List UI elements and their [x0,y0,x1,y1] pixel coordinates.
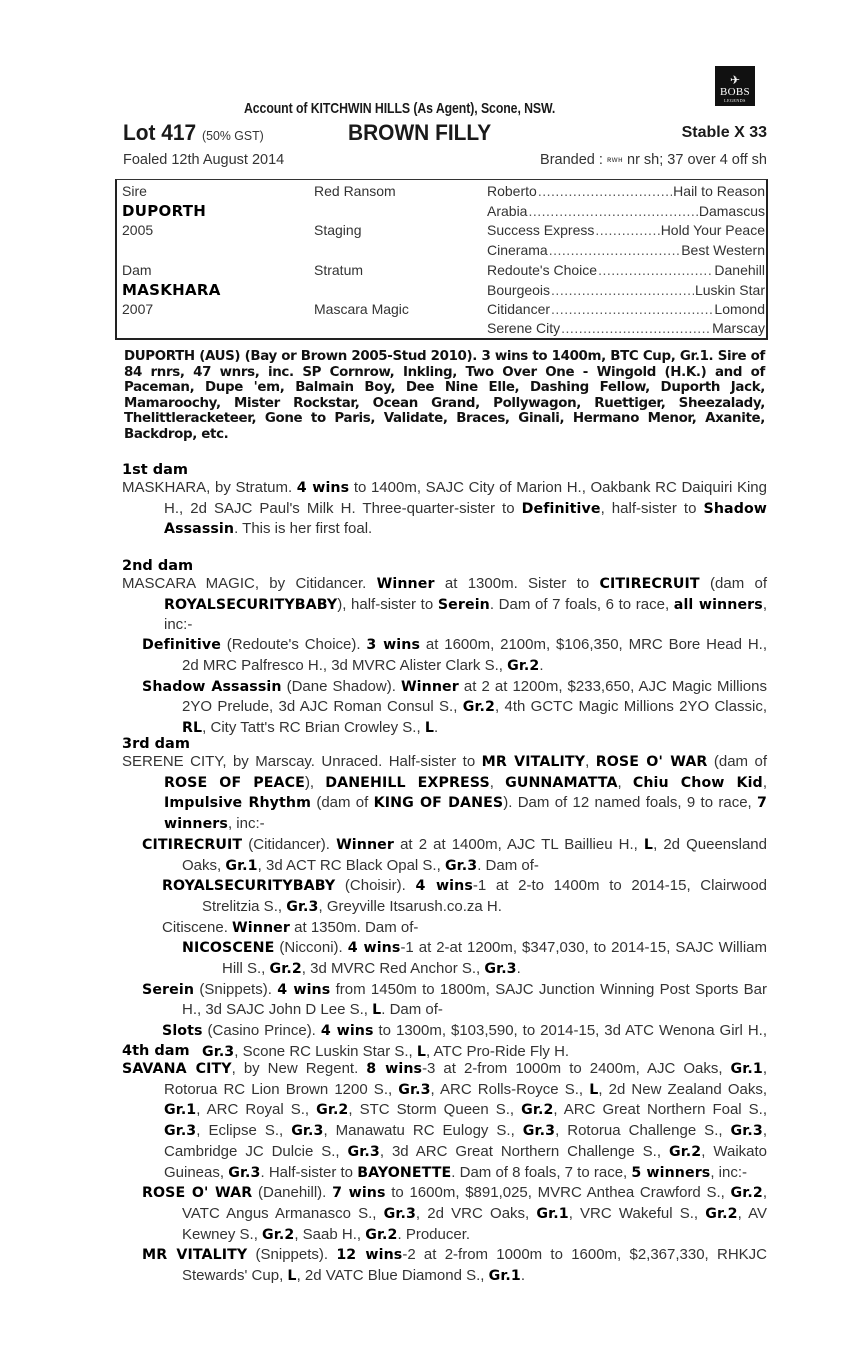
bold-run: CITIRECRUIT [142,836,243,853]
text-run: , ATC Pro-Ride Fly H. [426,1042,570,1060]
text-run: at 1300m. Sister to [434,575,600,592]
bold-run: L [416,1043,426,1060]
text-run: -1 at 2-to 1400m to 2014-15, Clairwood Strelitzia S., [202,877,767,915]
bold-run: 8 wins [366,1061,423,1077]
text-run: MASKHARA, by Stratum. [122,479,297,496]
lot-line [123,120,767,150]
text-run: , ARC Great Northern Foal S., [553,1101,767,1119]
lot-number [123,120,264,146]
dam-section [122,558,767,739]
dot-leader [551,301,713,317]
text-run: , Saab H., [294,1225,366,1243]
text-run: Citiscene. [162,918,233,936]
text-run: (Choisir). [335,877,416,895]
bold-run: Gr.3 [484,961,517,978]
bold-run: Gr.2 [316,1102,349,1119]
text-run: , half-sister to [600,499,704,517]
text-run: (Danehill). [252,1184,333,1202]
bold-run: Winner [400,678,459,695]
branded-label: Branded : [540,152,603,168]
text-run: (Snippets). [194,980,278,998]
bold-run: SAVANA CITY [122,1061,232,1077]
text-run: . [520,1267,526,1285]
bold-run: NICOSCENE [182,940,275,957]
pedigree-entry [122,478,767,540]
pedigree-entry [122,1245,767,1286]
sire-summary: DUPORTH (AUS) (Bay or Brown 2005-Stud 2010). 3 wins to 1400m, BTC Cup, Gr.1. Sire of 84 rnrs, 47 wnrs, inc. SP Cornrow, Inkling, Two Over One - Wingold (H.K.) and of Paceman, Dupe 'em, Balmain Boy, Dee Nine Elle, Dashing Fellow, Duporth Jack, Mamaroochy, Mister Rockstar, Ocean Grand, Pollywagon, Ruettiger, Sheezalady, Thelittleracketeer, Gone to Paris, Validate, Braces, Ginali, Hermano Menor, Axanite, Backdrop, etc. [124,349,765,442]
pedigree-entry [122,752,767,835]
text-run: , inc:- [710,1163,748,1181]
bold-run: Winner [232,919,290,936]
pedigree-entry [122,876,767,917]
dam-year: 2007 [122,301,154,317]
bold-run: Gr.2 [668,1143,702,1160]
bold-run: 12 wins [336,1247,403,1264]
text-run: , 3d MVRC Red Anchor S., [301,960,485,978]
dot-leader [538,183,672,199]
bold-run: L [589,1081,599,1098]
text-run: (dam of [311,794,374,812]
bold-run: Winner [376,576,435,592]
bold-run: Gr.2 [262,1226,295,1243]
text-run: , VRC Wakeful S., [568,1204,706,1222]
text-run: ). Dam of 12 named foals, 9 to race, [503,794,758,812]
pedigree-entry [122,835,767,876]
text-run: , inc:- [164,595,767,634]
gen3-sire: Roberto [487,183,537,199]
bold-run: L [372,1002,382,1019]
text-run: MASCARA MAGIC, by Citidancer. [122,575,377,592]
text-run: , by New Regent. [231,1060,367,1077]
bold-run: Gr.1 [730,1061,763,1077]
text-run: . [433,718,439,736]
text-run: , inc:- [227,815,265,833]
text-run: , ARC Rolls-Royce S., [430,1080,590,1098]
gen3-row [487,282,765,302]
text-run: , Greyville Itsarush.co.za H. [318,897,502,915]
dot-leader [561,320,711,336]
dot-leader [549,242,681,258]
bold-run: Gr.3 [730,1123,763,1140]
pedigree-entry [122,938,767,979]
bold-run: Gr.3 [286,898,319,915]
bold-run: Gr.2 [365,1226,398,1243]
bold-run: 4 wins [415,878,473,895]
bold-run: Gr.2 [705,1205,738,1222]
text-run: (Dane Shadow). [281,677,401,695]
bold-run: Gr.1 [164,1102,197,1119]
text-run: to 1300m, $103,590, to 2014-15, 3d ATC Wenona Girl H., [373,1022,767,1040]
horse-description: BROWN FILLY [348,120,492,145]
bold-run: Chiu Chow Kid [632,774,763,791]
section-title: 3rd dam [122,736,190,752]
bold-run: BAYONETTE [357,1164,452,1181]
gen3-dam-sire: Danehill [714,262,765,278]
bold-run: L [287,1268,297,1285]
text-run: to 1600m, $891,025, MVRC Anthea Crawford S., [385,1184,731,1202]
dam-section [122,1043,767,1287]
pedigree-entry [122,574,767,635]
dam-sire: Stratum [314,262,364,278]
bold-run: Winner [336,836,394,853]
text-run: at 1350m. Dam of- [289,918,419,936]
text-run: , [585,753,596,770]
bold-run: Gr.2 [521,1102,554,1119]
bold-run: Gr.1 [536,1205,569,1222]
bold-run: Shadow Assassin [164,500,768,538]
dot-leader [595,222,659,238]
gen3-dam-sire: Luskin Star [694,282,765,298]
text-run: , Waikato Guineas, [164,1142,767,1181]
text-run: , Manawatu RC Eulogy S., [323,1122,523,1140]
text-run: , Rotorua RC Lion Brown 1200 S., [164,1060,767,1098]
bold-run: ROSE O' WAR [595,754,708,770]
text-run: (dam of [699,575,768,592]
text-run: , VATC Angus Armanasco S., [182,1184,767,1222]
text-run: (Redoute's Choice). [220,636,367,654]
text-run: . Half-sister to [260,1163,358,1181]
sire-name: DUPORTH [122,202,207,220]
text-run: , Rotorua Challenge S., [555,1122,731,1140]
text-run: to 1400m, SAJC City of Marion H., Oakbank RC Daiquiri King H., 2d SAJC Paul's Milk H. Three-quarter-sister to [164,479,767,517]
pedigree-table [115,179,768,340]
bird-icon: ✈ [729,73,741,87]
dam-section [122,462,767,540]
pedigree-entry [122,1183,767,1245]
gen3-dam-sire: Marscay [712,320,765,336]
bold-run: Gr.2 [269,961,302,978]
bold-run: 5 winners [631,1164,711,1181]
gen3-row [487,320,765,340]
text-run: at 2 at 1400m, AJC TL Baillieu H., [394,835,644,853]
bold-run: ROYALSECURITYBABY [162,878,336,895]
bold-run: Gr.2 [462,699,495,716]
bold-run: 4 wins [277,981,331,998]
dot-leader [598,262,713,278]
bold-run: Gr.3 [228,1164,261,1181]
text-run: , [489,773,506,791]
bold-run: Slots [162,1023,203,1040]
gen3-row [487,183,765,203]
bold-run: DANEHILL EXPRESS [325,774,490,791]
sire-sire: Red Ransom [314,183,396,199]
bold-run: RL [182,719,203,736]
text-run: (Citidancer). [242,835,337,853]
bold-run: Definitive [521,500,601,517]
brand-info [540,152,767,168]
text-run: , City Tatt's RC Brian Crowley S., [202,718,425,736]
bold-run: CITIRECRUIT [599,576,700,592]
text-run: , STC Storm Queen S., [348,1101,522,1119]
text-run: . [516,960,521,978]
bold-run: Gr.3 [164,1123,197,1140]
bold-run: Serein [437,596,490,613]
bold-run: KING OF DANES [373,795,504,812]
gen3-row [487,203,765,223]
pedigree-entry [122,1059,767,1183]
section-title: 1st dam [122,462,188,478]
bold-run: L [424,719,434,736]
bold-run: 7 wins [332,1185,386,1202]
gen3-dam-sire: Lomond [714,301,765,317]
text-run: at 1600m, 2100m, $106,350, MRC Bore Head H., 2d MRC Palfresco H., 3d MVRC Alister Clark S., [182,636,767,674]
text-run: , 3d ACT RC Black Opal S., [257,856,445,874]
dam-dam: Mascara Magic [314,301,409,317]
text-run: . Producer. [397,1225,471,1243]
text-run: -2 at 2-from 1000m to 1600m, $2,367,330, RHKJC Stewards' Cup, [182,1246,767,1285]
bold-run: 4 wins [347,940,401,957]
gen3-dam-sire: Hold Your Peace [660,222,765,238]
bold-run: ROSE OF PEACE [164,774,305,791]
text-run: , AV Kewney S., [182,1204,767,1243]
text-run: , 4th GCTC Magic Millions 2YO Classic, [495,698,767,716]
text-run: (Casino Prince). [202,1022,321,1040]
gen3-row [487,242,765,262]
text-run: , 3d ARC Great Northern Challenge S., [379,1142,669,1160]
dam-section [122,736,767,1063]
text-run: -1 at 2-at 1200m, $347,030, to 2014-15, SAJC William Hill S., [222,939,767,978]
gen3-sire: Success Express [487,222,595,238]
stable-location: Stable X 33 [681,124,767,141]
text-run: -3 at 2-from 1000m to 2400m, AJC Oaks, [422,1060,731,1077]
bobs-legends-logo [715,66,755,106]
bold-run: 4 wins [320,1023,374,1040]
gen3-dam-sire: Best Western [681,242,765,258]
bold-run: Impulsive Rhythm [164,795,311,812]
text-run: . Dam of 7 foals, 6 to race, [489,595,674,613]
text-run: . Dam of- [477,856,539,874]
gen3-sire: Bourgeois [487,282,551,298]
text-run: , Eclipse S., [196,1122,292,1140]
gen3-row [487,262,765,282]
bold-run: 4 wins [296,480,350,496]
text-run: , ARC Royal S., [196,1101,317,1119]
gen3-sire: Arabia [487,203,528,219]
text-run: . Dam of 8 foals, 7 to race, [451,1163,632,1181]
text-run: ), [304,773,326,791]
text-run: , [762,773,767,791]
pedigree-entry [122,635,767,676]
text-run: . This is her first foal. [234,520,373,538]
logo-subtext: LEGENDS [724,98,746,103]
text-run: , 2d Queensland Oaks, [182,835,767,874]
bold-run: Gr.2 [730,1185,763,1202]
gen3-sire: Serene City [487,320,561,336]
brand-mark-icon: ʀᴡʜ [606,155,623,164]
text-run: , Cambridge JC Dulcie S., [164,1122,767,1160]
gen3-row [487,222,765,242]
sire-dam: Staging [314,222,362,238]
pedigree-entry [122,980,767,1021]
dam-label: Dam [122,262,152,278]
dot-leader [528,203,697,219]
logo-text: BOBS [720,86,750,98]
bold-run: Gr.1 [225,857,258,874]
text-run: . Dam of- [381,1001,443,1019]
text-run: from 1450m to 1800m, SAJC Junction Winning Post Sports Bar H., 3d SAJC John D Lee S., [182,980,767,1019]
bold-run: L [643,836,654,853]
bold-run: Gr.3 [522,1123,556,1140]
pedigree-entry [122,918,767,939]
sire-label: Sire [122,183,147,199]
text-run: (dam of [707,753,768,770]
pedigree-entry [122,677,767,739]
text-run: SERENE CITY, by Marscay. Unraced. Half-sister to [122,753,482,770]
gen3-sire: Cinerama [487,242,548,258]
dot-leader [551,282,694,298]
gen3-dam-sire: Hail to Reason [673,183,765,199]
section-title: 4th dam [122,1043,190,1059]
bold-run: Serein [142,981,195,998]
vendor-account: Account of KITCHWIN HILLS (As Agent), Scone, NSW. [244,100,556,117]
gen3-dam-sire: Damascus [698,203,765,219]
bold-run: Shadow Assassin [142,678,282,695]
bold-run: Gr.3 [383,1205,416,1222]
bold-run: Gr.1 [488,1268,521,1285]
text-run: . [539,656,544,674]
bold-run: Gr.3 [347,1143,380,1160]
bold-run: ROYALSECURITYBABY [164,596,338,613]
text-run: , 2d VATC Blue Diamond S., [296,1267,489,1285]
text-run: (Nicconi). [274,939,348,957]
bold-run: GUNNAMATTA [505,774,618,791]
gen3-sire: Redoute's Choice [487,262,598,278]
sire-year: 2005 [122,222,154,238]
text-run: , 2d New Zealand Oaks, [598,1080,768,1098]
bold-run: Gr.3 [291,1123,324,1140]
gen3-row [487,301,765,321]
bold-run: Gr.3 [398,1081,431,1098]
bold-run: ROSE O' WAR [142,1185,253,1202]
bold-run: MR VITALITY [481,754,586,770]
gst-note: (50% GST) [201,128,264,143]
dam-name: MASKHARA [122,281,221,299]
lot-label: Lot 417 [123,120,197,145]
text-run: at 2 at 1200m, $233,650, AJC Magic Millions 2YO Prelude, 3d AJC Roman Consul S., [182,677,767,716]
bold-run: MR VITALITY [142,1247,248,1264]
bold-run: Gr.2 [507,657,540,674]
bold-run: all winners [673,596,763,613]
text-run: , 2d VRC Oaks, [415,1204,537,1222]
gen3-sire: Citidancer [487,301,551,317]
bold-run: 7 winners [164,795,768,833]
text-run: , [617,773,633,791]
section-title: 2nd dam [122,558,194,574]
text-run: (Snippets). [247,1246,337,1264]
branded-details: nr sh; 37 over 4 off sh [627,152,767,168]
foaled-date: Foaled 12th August 2014 [123,152,285,168]
bold-run: Definitive [142,637,221,654]
bold-run: Gr.3 [202,1043,235,1060]
bold-run: Gr.3 [444,857,478,874]
text-run: , Scone RC Luskin Star S., [234,1042,417,1060]
text-run: ), half-sister to [337,595,438,613]
bold-run: 3 wins [366,637,421,654]
